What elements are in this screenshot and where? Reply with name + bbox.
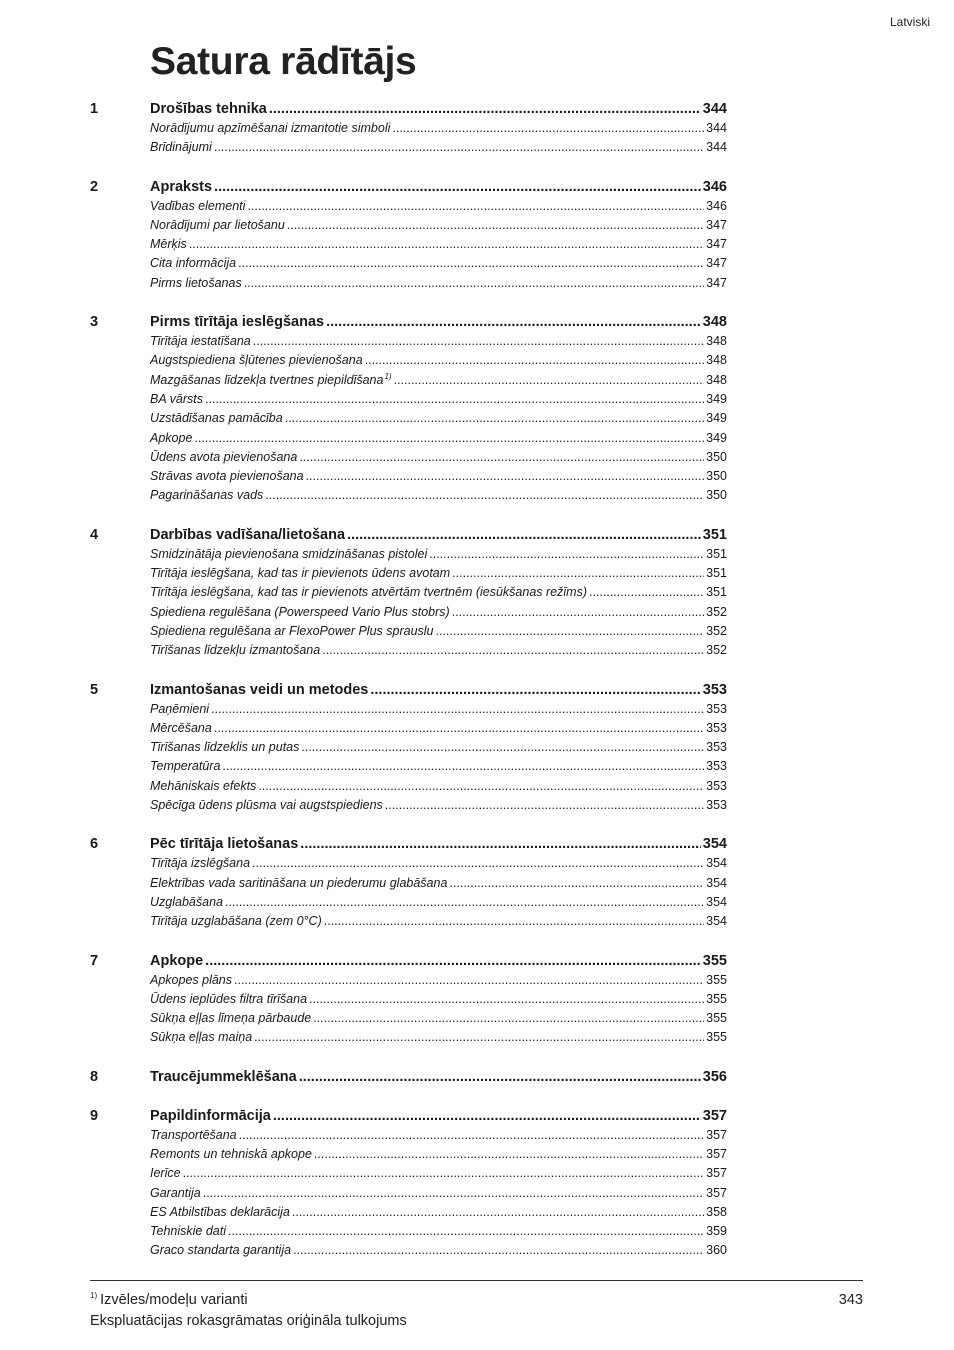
- dot-leader: [285, 409, 704, 428]
- chapter-number: 6: [90, 836, 99, 853]
- dot-leader: [189, 235, 704, 254]
- subsection-page: 357: [706, 1127, 727, 1142]
- subsection-title: Mērķis: [150, 237, 187, 252]
- toc-subsection-row[interactable]: [90, 486, 727, 505]
- toc-subsection-row[interactable]: [90, 893, 727, 912]
- toc-subsection-row[interactable]: [90, 971, 727, 990]
- toc-subsection-row[interactable]: [90, 796, 727, 815]
- subsection-page: 347: [706, 217, 727, 232]
- dot-leader: [287, 216, 704, 235]
- chapter-page: 356: [702, 1068, 727, 1085]
- dot-leader: [299, 1067, 701, 1087]
- subsection-page: 355: [706, 1030, 727, 1045]
- toc-subsection-row[interactable]: [90, 1222, 727, 1241]
- dot-leader: [452, 564, 704, 583]
- subsection-title: Tehniskie dati: [150, 1224, 226, 1239]
- footnote-ref: 1): [384, 371, 392, 381]
- dot-leader: [203, 1184, 704, 1203]
- subsection-page: 355: [706, 991, 727, 1006]
- chapter-number: 9: [90, 1107, 99, 1124]
- dot-leader: [234, 971, 704, 990]
- subsection-title: Ūdens ieplūdes filtra tīrīšana: [150, 991, 308, 1006]
- subsection-page: 351: [706, 585, 727, 600]
- subsection-page: 353: [706, 759, 727, 774]
- subsection-page: 348: [706, 353, 727, 368]
- subsection-page: 346: [706, 198, 727, 213]
- subsection-title: Uzglabāšana: [150, 894, 223, 909]
- subsection-page: 354: [706, 894, 727, 909]
- subsection-page: 348: [706, 372, 727, 387]
- subsection-title: Tīrītāja uzglabāšana (zem 0°C): [150, 914, 322, 929]
- toc-subsection-row[interactable]: [90, 371, 727, 390]
- toc-chapter-row[interactable]: [90, 525, 727, 545]
- toc-subsection-row[interactable]: [90, 854, 727, 873]
- subsection-page: 351: [706, 566, 727, 581]
- toc-subsection-row[interactable]: [90, 216, 727, 235]
- toc-subsection-row[interactable]: [90, 912, 727, 931]
- subsection-page: 351: [706, 546, 727, 561]
- subsection-title: Mērcēšana: [150, 720, 212, 735]
- toc-subsection-row[interactable]: [90, 757, 727, 776]
- chapter-title: Papildinformācija: [150, 1107, 271, 1124]
- subsection-title: ES Atbilstības deklarācija: [150, 1204, 290, 1219]
- dot-leader: [313, 1009, 704, 1028]
- page-title: Satura rādītājs: [150, 40, 417, 83]
- table-of-contents: [90, 99, 727, 1280]
- toc-chapter-row[interactable]: [90, 312, 727, 332]
- dot-leader: [194, 429, 704, 448]
- dot-leader: [589, 583, 704, 602]
- chapter-title: Darbības vadīšana/lietošana: [150, 526, 346, 543]
- subsection-title: Brīdinājumi: [150, 140, 212, 155]
- toc-subsection-row[interactable]: [90, 738, 727, 757]
- subsection-title: Garantija: [150, 1185, 201, 1200]
- dot-leader: [299, 448, 704, 467]
- toc-subsection-row[interactable]: [90, 990, 727, 1009]
- subsection-page: 344: [706, 121, 727, 135]
- chapter-page: 344: [702, 101, 727, 117]
- subsection-page: 354: [706, 914, 727, 929]
- chapter-number: 2: [90, 178, 99, 195]
- dot-leader: [314, 1145, 704, 1164]
- dot-leader: [273, 1106, 701, 1126]
- subsection-title: Ierīce: [150, 1166, 181, 1181]
- subsection-page: 353: [706, 701, 727, 716]
- subsection-title: Vadības elementi: [150, 198, 246, 213]
- dot-leader: [293, 1241, 704, 1260]
- toc-subsection-row[interactable]: [90, 622, 727, 641]
- dot-leader: [292, 1203, 704, 1222]
- toc-subsection-row[interactable]: [90, 1241, 727, 1260]
- dot-leader: [322, 641, 704, 660]
- chapter-title: Apkope: [150, 952, 204, 969]
- dot-leader: [253, 332, 704, 351]
- subsection-page: 350: [706, 488, 727, 503]
- dot-leader: [265, 486, 704, 505]
- chapter-number: 1: [90, 101, 99, 117]
- subsection-page: 352: [706, 604, 727, 619]
- chapter-title: Pēc tīrītāja lietošanas: [150, 836, 299, 853]
- toc-chapter-row[interactable]: [90, 1106, 727, 1126]
- toc-section: [90, 177, 727, 293]
- subsection-title: Norādījumi par lietošanu: [150, 217, 285, 232]
- dot-leader: [449, 874, 704, 893]
- dot-leader: [452, 603, 704, 622]
- page-number: 343: [838, 1292, 863, 1308]
- dot-leader: [214, 138, 704, 157]
- subsection-title: Pagarināšanas vads: [150, 488, 264, 503]
- subsection-page: 350: [706, 449, 727, 464]
- subsection-title: Tīrītāja iestatīšana: [150, 334, 251, 349]
- subsection-page: 352: [706, 623, 727, 638]
- toc-section: [90, 834, 727, 931]
- subsection-page: 349: [706, 430, 727, 445]
- toc-chapter-row[interactable]: [90, 834, 727, 854]
- chapter-title: Drošības tehnika: [150, 101, 267, 117]
- subsection-title: Smidzinātāja pievienošana smidzināšanas pistolei: [150, 546, 428, 561]
- chapter-page: 353: [702, 681, 727, 698]
- subsection-title: Tīrītāja ieslēgšana, kad tas ir pievienots atvērtām tvertnēm (iesūkšanas režīms): [150, 585, 587, 600]
- subsection-page: 359: [706, 1224, 727, 1239]
- subsection-title: Spēcīga ūdens plūsma vai augstspiediens: [150, 798, 383, 813]
- subsection-title: Tīrīšanas līdzeklis un putas: [150, 740, 300, 755]
- toc-subsection-row[interactable]: [90, 545, 727, 564]
- subsection-page: 357: [706, 1146, 727, 1161]
- dot-leader: [239, 1126, 705, 1145]
- toc-subsection-row[interactable]: [90, 332, 727, 351]
- subsection-title: Graco standarta garantija: [150, 1243, 292, 1258]
- subsection-page: 353: [706, 798, 727, 813]
- subsection-page: 348: [706, 334, 727, 349]
- subsection-page: 360: [706, 1243, 727, 1258]
- dot-leader: [244, 274, 704, 293]
- dot-leader: [394, 371, 705, 390]
- toc-section: [90, 680, 727, 816]
- dot-leader: [326, 312, 701, 332]
- dot-leader: [205, 390, 704, 409]
- toc-subsection-row[interactable]: [90, 564, 727, 583]
- subsection-title: Mazgāšanas līdzekļa tvertnes piepildīšana$^{1)}$: [150, 371, 392, 387]
- dot-leader: [370, 680, 700, 700]
- dot-leader: [324, 912, 704, 931]
- subsection-page: 350: [706, 469, 727, 484]
- dot-leader: [365, 351, 704, 370]
- subsection-title: Norādījumu apzīmēšanai izmantotie simboli: [150, 121, 391, 135]
- toc-subsection-row[interactable]: [90, 197, 727, 216]
- toc-subsection-row[interactable]: [90, 603, 727, 622]
- dot-leader: [252, 854, 704, 873]
- subsection-title: Sūkņa eļļas līmeņa pārbaude: [150, 1011, 312, 1026]
- footnote-text: Izvēles/modeļu varianti: [100, 1292, 248, 1308]
- subsection-title: Temperatūra: [150, 759, 221, 774]
- toc-section: [90, 951, 727, 1048]
- subsection-page: 349: [706, 391, 727, 406]
- subsection-title: Elektrības vada saritināšana un piederumu glabāšana: [150, 875, 448, 890]
- chapter-number: 3: [90, 314, 99, 331]
- subsection-page: 354: [706, 875, 727, 890]
- chapter-title: Pirms tīrītāja ieslēgšanas: [150, 314, 325, 331]
- dot-leader: [300, 834, 701, 854]
- subsection-page: 355: [706, 1011, 727, 1026]
- toc-subsection-row[interactable]: [90, 274, 727, 293]
- toc-subsection-row[interactable]: [90, 874, 727, 893]
- subsection-title: Remonts un tehniskā apkope: [150, 1146, 312, 1161]
- dot-leader: [238, 254, 704, 273]
- subsection-title: Tīrīšanas līdzekļu izmantošana: [150, 643, 321, 658]
- dot-leader: [254, 1028, 704, 1047]
- subsection-page: 357: [706, 1166, 727, 1181]
- dot-leader: [258, 777, 704, 796]
- footer-subtitle: Ekspluatācijas rokasgrāmatas oriģināla tulkojums: [90, 1313, 407, 1329]
- dot-leader: [183, 1164, 705, 1183]
- dot-leader: [385, 796, 704, 815]
- subsection-title: Cita informācija: [150, 256, 237, 271]
- chapter-page: 351: [702, 526, 727, 543]
- chapter-page: 355: [702, 952, 727, 969]
- toc-subsection-row[interactable]: [90, 1164, 727, 1183]
- subsection-page: 352: [706, 643, 727, 658]
- toc-chapter-row[interactable]: [90, 951, 727, 971]
- footer-divider: [90, 1280, 863, 1281]
- subsection-page: 355: [706, 972, 727, 987]
- toc-subsection-row[interactable]: [90, 1184, 727, 1203]
- chapter-number: 8: [90, 1068, 99, 1085]
- dot-leader: [214, 719, 704, 738]
- footnote-marker: 1): [90, 1291, 98, 1301]
- dot-leader: [228, 1222, 704, 1241]
- dot-leader: [222, 757, 704, 776]
- subsection-title: Ūdens avota pievienošana: [150, 449, 298, 464]
- toc-subsection-row[interactable]: [90, 138, 727, 157]
- subsection-page: 347: [706, 275, 727, 290]
- subsection-page: 347: [706, 237, 727, 252]
- toc-section: [90, 1067, 727, 1087]
- chapter-title: Traucējummeklēšana: [150, 1068, 297, 1085]
- subsection-page: 353: [706, 720, 727, 735]
- subsection-page: 349: [706, 411, 727, 426]
- chapter-title: Apraksts: [150, 178, 213, 195]
- subsection-title: Augstspiediena šļūtenes pievienošana: [150, 353, 363, 368]
- subsection-page: 344: [706, 140, 727, 155]
- dot-leader: [436, 622, 705, 641]
- dot-leader: [306, 467, 705, 486]
- subsection-title: BA vārsts: [150, 391, 204, 406]
- chapter-title: Izmantošanas veidi un metodes: [150, 681, 369, 698]
- toc-subsection-row[interactable]: [90, 1145, 727, 1164]
- chapter-page: 346: [702, 178, 727, 195]
- subsection-title: Apkope: [150, 430, 193, 445]
- subsection-title: Spiediena regulēšana ar FlexoPower Plus sprauslu: [150, 623, 434, 638]
- subsection-title: Transportēšana: [150, 1127, 237, 1142]
- dot-leader: [301, 738, 704, 757]
- toc-subsection-row[interactable]: [90, 254, 727, 273]
- toc-section: [90, 1106, 727, 1261]
- subsection-title: Tīrītāja ieslēgšana, kad tas ir pievienots ūdens avotam: [150, 566, 451, 581]
- chapter-number: 7: [90, 952, 99, 969]
- toc-subsection-row[interactable]: [90, 777, 727, 796]
- toc-subsection-row[interactable]: [90, 467, 727, 486]
- toc-subsection-row[interactable]: [90, 1028, 727, 1047]
- subsection-title: Mehāniskais efekts: [150, 778, 257, 793]
- subsection-page: 357: [706, 1185, 727, 1200]
- subsection-page: 353: [706, 778, 727, 793]
- toc-subsection-row[interactable]: [90, 448, 727, 467]
- subsection-page: 354: [706, 856, 727, 871]
- toc-section: [90, 312, 727, 506]
- toc-chapter-row[interactable]: [90, 1067, 727, 1087]
- toc-subsection-row[interactable]: [90, 641, 727, 660]
- subsection-title: Strāvas avota pievienošana: [150, 469, 304, 484]
- dot-leader: [225, 893, 704, 912]
- toc-chapter-row[interactable]: [90, 99, 727, 119]
- subsection-page: 353: [706, 740, 727, 755]
- subsection-title: Uzstādīšanas pamācība: [150, 411, 283, 426]
- subsection-title: Apkopes plāns: [150, 972, 233, 987]
- subsection-page: 358: [706, 1204, 727, 1219]
- chapter-page: 348: [702, 314, 727, 331]
- toc-subsection-row[interactable]: [90, 351, 727, 370]
- chapter-number: 5: [90, 681, 99, 698]
- toc-subsection-row[interactable]: [90, 119, 727, 138]
- subsection-title: Tīrītāja izslēgšana: [150, 856, 251, 871]
- toc-subsection-row[interactable]: [90, 700, 727, 719]
- toc-chapter-row[interactable]: [90, 680, 727, 700]
- dot-leader: [211, 700, 704, 719]
- footnote: [90, 1292, 248, 1308]
- toc-subsection-row[interactable]: [90, 583, 727, 602]
- dot-leader: [214, 177, 701, 197]
- toc-subsection-row[interactable]: [90, 390, 727, 409]
- dot-leader: [429, 545, 704, 564]
- dot-leader: [269, 99, 701, 119]
- toc-section: [90, 99, 727, 158]
- chapter-page: 357: [702, 1107, 727, 1124]
- toc-subsection-row[interactable]: [90, 1126, 727, 1145]
- subsection-page: 347: [706, 256, 727, 271]
- toc-subsection-row[interactable]: [90, 429, 727, 448]
- subsection-title: Sūkņa eļļas maiņa: [150, 1030, 253, 1045]
- toc-section: [90, 525, 727, 661]
- dot-leader: [309, 990, 704, 1009]
- toc-chapter-row[interactable]: [90, 177, 727, 197]
- toc-subsection-row[interactable]: [90, 409, 727, 428]
- subsection-title: Spiediena regulēšana (Powerspeed Vario Plus stobrs): [150, 604, 450, 619]
- dot-leader: [347, 525, 701, 545]
- dot-leader: [205, 951, 701, 971]
- subsection-title: Paņēmieni: [150, 701, 210, 716]
- language-label: Latviski: [889, 15, 930, 29]
- chapter-page: 354: [702, 836, 727, 853]
- chapter-number: 4: [90, 526, 99, 543]
- toc-subsection-row[interactable]: [90, 235, 727, 254]
- toc-subsection-row[interactable]: [90, 719, 727, 738]
- dot-leader: [392, 119, 704, 138]
- toc-subsection-row[interactable]: [90, 1203, 727, 1222]
- dot-leader: [247, 197, 704, 216]
- toc-subsection-row[interactable]: [90, 1009, 727, 1028]
- subsection-title: Pirms lietošanas: [150, 275, 242, 290]
